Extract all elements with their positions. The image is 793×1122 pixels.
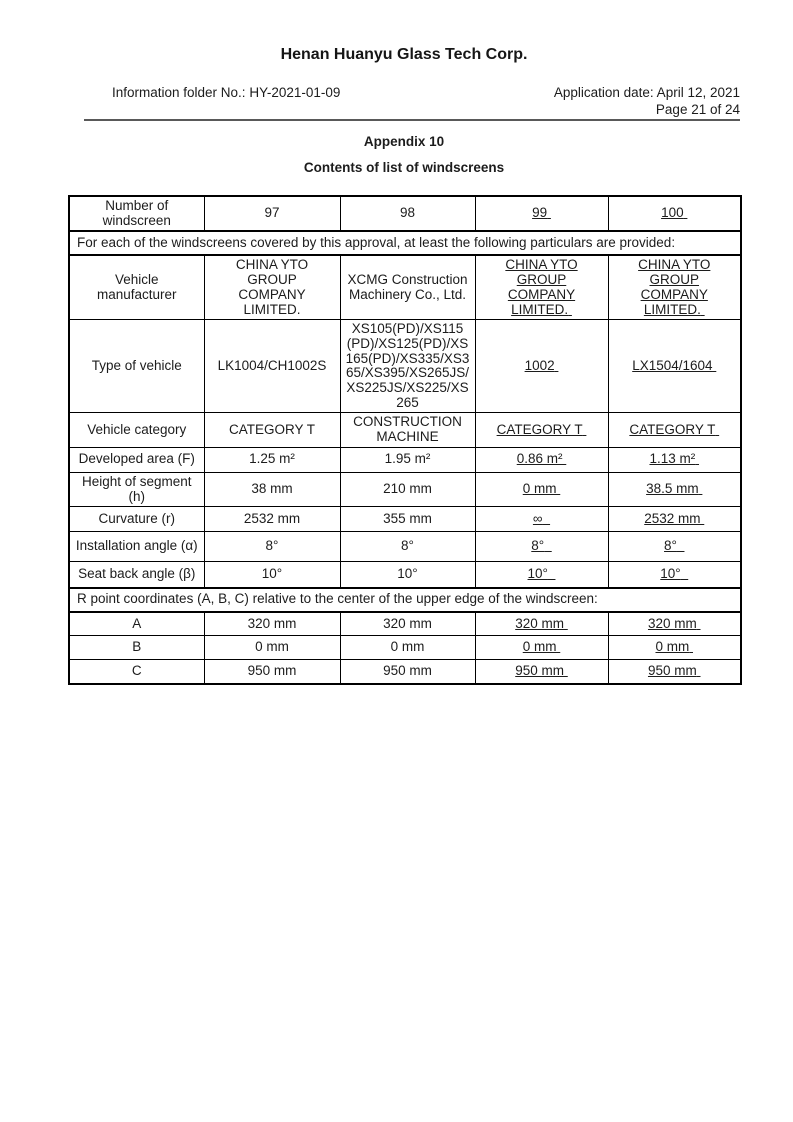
- cell-100: 10°: [608, 562, 741, 588]
- cell-99: ∞: [475, 507, 608, 532]
- appendix-title: Appendix 10: [363, 134, 445, 149]
- cell-97: 320 mm: [204, 612, 340, 636]
- cell-100: [608, 255, 741, 319]
- row-note-r-point: [69, 588, 741, 612]
- cell-97: 8°: [204, 532, 340, 562]
- application-date: Application date: April 12, 2021: [553, 85, 740, 100]
- row-coord-a: [69, 612, 741, 636]
- row-label: B: [69, 636, 204, 660]
- cell-99: 0 mm: [475, 636, 608, 660]
- cell-text: CHINA YTO GROUP COMPANY LIMITED.: [638, 257, 711, 317]
- note-particulars: For each of the windscreens covered by this approval, at least the following particulars are provided:: [69, 231, 741, 255]
- cell-98: 0 mm: [340, 636, 475, 660]
- cell-text: CHINA YTO GROUP COMPANY LIMITED.: [505, 257, 578, 317]
- cell-97: [204, 255, 340, 319]
- cell-97: 0 mm: [204, 636, 340, 660]
- cell-98: 210 mm: [340, 472, 475, 506]
- row-label: Vehicle manufacturer: [69, 255, 204, 319]
- cell-98: 320 mm: [340, 612, 475, 636]
- cell-100: LX1504/1604: [608, 320, 741, 413]
- cell-97: 10°: [204, 562, 340, 588]
- cell-100: 1.13 m²: [608, 447, 741, 472]
- cell-99: 8°: [475, 532, 608, 562]
- cell-100: 950 mm: [608, 660, 741, 684]
- row-curvature: [69, 507, 741, 532]
- row-height-of-segment: [69, 472, 741, 506]
- document-header: [84, 85, 740, 121]
- row-note-particulars: [69, 231, 741, 255]
- row-installation-angle: [69, 532, 741, 562]
- row-coord-b: [69, 636, 741, 660]
- row-label: Type of vehicle: [69, 320, 204, 413]
- row-windscreen-number: [69, 196, 741, 231]
- document-subtitle: Contents of list of windscreens: [303, 160, 505, 175]
- cell-99: 0 mm: [475, 472, 608, 506]
- cell-98: CONSTRUCTION MACHINE: [340, 413, 475, 447]
- cell-99: 99: [475, 196, 608, 231]
- row-label: Height of segment (h): [69, 472, 204, 506]
- cell-98: 10°: [340, 562, 475, 588]
- cell-97: 97: [204, 196, 340, 231]
- cell-97: 38 mm: [204, 472, 340, 506]
- row-label: Curvature (r): [69, 507, 204, 532]
- cell-97: 1.25 m²: [204, 447, 340, 472]
- row-label: C: [69, 660, 204, 684]
- cell-98: 355 mm: [340, 507, 475, 532]
- cell-100: 2532 mm: [608, 507, 741, 532]
- cell-98: 98: [340, 196, 475, 231]
- cell-99: 0.86 m²: [475, 447, 608, 472]
- note-r-point: R point coordinates (A, B, C) relative to the center of the upper edge of the windscreen:: [69, 588, 741, 612]
- cell-100: 320 mm: [608, 612, 741, 636]
- cell-100: 38.5 mm: [608, 472, 741, 506]
- row-coord-c: [69, 660, 741, 684]
- row-label: Installation angle (α): [69, 532, 204, 562]
- row-type-of-vehicle: [69, 320, 741, 413]
- cell-99: 10°: [475, 562, 608, 588]
- row-label: Vehicle category: [69, 413, 204, 447]
- cell-text: CHINA YTO GROUP COMPANY LIMITED.: [235, 257, 309, 317]
- cell-98: 8°: [340, 532, 475, 562]
- cell-99: [475, 255, 608, 319]
- windscreen-table: [68, 195, 742, 685]
- row-seat-back-angle: [69, 562, 741, 588]
- cell-99: 320 mm: [475, 612, 608, 636]
- row-label: Developed area (F): [69, 447, 204, 472]
- row-developed-area: [69, 447, 741, 472]
- cell-100: 8°: [608, 532, 741, 562]
- cell-98: 1.95 m²: [340, 447, 475, 472]
- cell-99: CATEGORY T: [475, 413, 608, 447]
- cell-98: 950 mm: [340, 660, 475, 684]
- row-label: Number of windscreen: [69, 196, 204, 231]
- cell-99: 1002: [475, 320, 608, 413]
- cell-100: 100: [608, 196, 741, 231]
- cell-100: 0 mm: [608, 636, 741, 660]
- cell-97: LK1004/CH1002S: [204, 320, 340, 413]
- cell-97: 2532 mm: [204, 507, 340, 532]
- row-vehicle-manufacturer: [69, 255, 741, 319]
- row-vehicle-category: [69, 413, 741, 447]
- row-label: A: [69, 612, 204, 636]
- cell-98: XS105(PD)/XS115(PD)/XS125(PD)/XS165(PD)/XS335/XS365/XS395/XS265JS/XS225JS/XS225/XS265: [340, 320, 475, 413]
- cell-text: XCMG Construction Machinery Co., Ltd.: [347, 272, 468, 302]
- cell-100: CATEGORY T: [608, 413, 741, 447]
- info-folder-number: Information folder No.: HY-2021-01-09: [112, 85, 341, 100]
- cell-98: [340, 255, 475, 319]
- cell-97: CATEGORY T: [204, 413, 340, 447]
- company-title: Henan Huanyu Glass Tech Corp.: [280, 46, 528, 63]
- cell-97: 950 mm: [204, 660, 340, 684]
- row-label: Seat back angle (β): [69, 562, 204, 588]
- page-number: Page 21 of 24: [655, 102, 740, 117]
- cell-99: 950 mm: [475, 660, 608, 684]
